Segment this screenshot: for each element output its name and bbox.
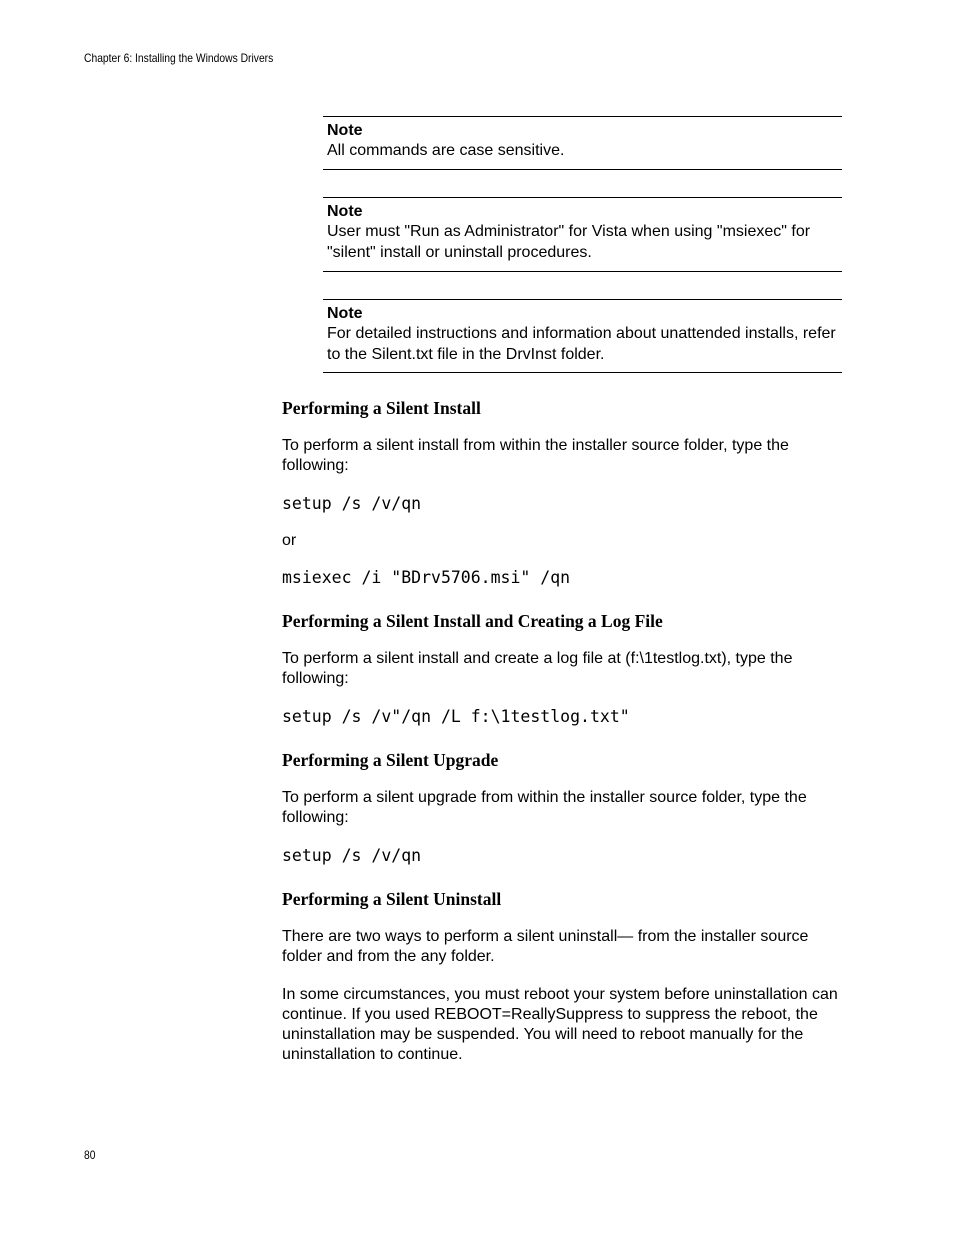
note-title: Note (327, 305, 363, 322)
note-title: Note (327, 122, 363, 139)
paragraph-or: or (282, 532, 297, 549)
note-title: Note (327, 203, 363, 220)
note-box-run-as-admin (323, 197, 842, 272)
paragraph-silent-uninstall-ways: There are two ways to perform a silent uninstall— from the installer source folder and from the any folder. (282, 928, 809, 965)
paragraph-silent-uninstall-reboot: In some circumstances, you must reboot your system before uninstallation can continue. If you used REBOOT=ReallySuppress to suppress the reboot, the uninstallation may be suspended. You will need to reboot manually for the uninstallation to continue. (282, 986, 838, 1063)
code-setup-silent: setup /s /v/qn (282, 494, 422, 513)
running-head: Chapter 6: Installing the Windows Drivers (84, 51, 274, 65)
note-box-case-sensitive (323, 116, 842, 170)
note-body: For detailed instructions and information about unattended installs, refer to the Silent.txt file in the DrvInst folder. (327, 325, 836, 363)
heading-silent-uninstall: Performing a Silent Uninstall (282, 889, 502, 909)
heading-silent-upgrade: Performing a Silent Upgrade (282, 750, 499, 770)
page-number: 80 (84, 1148, 96, 1162)
note-body: User must "Run as Administrator" for Vista when using "msiexec" for "silent" install or uninstall procedures. (327, 223, 811, 261)
heading-silent-install: Performing a Silent Install (282, 398, 481, 418)
note-box-silent-txt (323, 299, 842, 373)
code-setup-log: setup /s /v"/qn /L f:\1testlog.txt" (282, 707, 630, 726)
note-body: All commands are case sensitive. (327, 142, 565, 159)
code-setup-upgrade: setup /s /v/qn (282, 846, 422, 865)
paragraph-silent-install-intro: To perform a silent install from within the installer source folder, type the following: (282, 437, 789, 474)
heading-silent-install-log: Performing a Silent Install and Creating a Log File (282, 611, 663, 631)
code-msiexec-silent: msiexec /i "BDrv5706.msi" /qn (282, 568, 571, 587)
paragraph-silent-upgrade-intro: To perform a silent upgrade from within the installer source folder, type the following: (282, 789, 807, 826)
paragraph-silent-install-log-intro: To perform a silent install and create a log file at (f:\1testlog.txt), type the following: (282, 650, 793, 687)
